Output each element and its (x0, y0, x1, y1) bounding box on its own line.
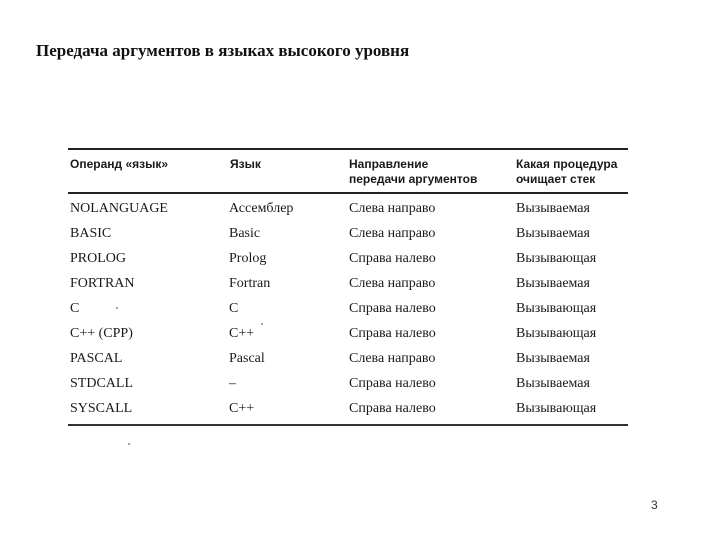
operand-cell: BASIC (70, 226, 112, 241)
page-title: Передача аргументов в языках высокого уровня (36, 41, 410, 60)
page-number: 3 (651, 498, 658, 512)
cleanup-cell: Вызываемая (516, 276, 590, 291)
operand-cell: C++ (CPP) (70, 326, 133, 341)
language-cell: C++ (229, 326, 255, 341)
language-cell: Pascal (229, 351, 265, 366)
header-direction: Направление передачи аргументов (349, 157, 478, 186)
language-cell: C++ (229, 401, 255, 416)
cleanup-cell: Вызываемая (516, 351, 590, 366)
language-cell: Fortran (229, 276, 271, 291)
scan-speck (116, 307, 118, 309)
table-bottom-rule (68, 424, 628, 426)
cleanup-cell: Вызывающая (516, 326, 597, 341)
language-cell: Basic (229, 226, 261, 241)
direction-cell: Слева направо (349, 226, 436, 241)
scan-speck (261, 323, 263, 325)
operand-cell: C (70, 301, 80, 316)
operand-cell: PASCAL (70, 351, 123, 366)
cleanup-cell: Вызываемая (516, 376, 590, 391)
language-cell: – (229, 376, 236, 391)
language-cell: C (229, 301, 239, 316)
cleanup-cell: Вызывающая (516, 251, 597, 266)
header-stack-cleanup: Какая процедура очищает стек (516, 157, 618, 186)
direction-cell: Справа налево (349, 301, 436, 316)
operand-cell: PROLOG (70, 251, 127, 266)
language-cell: Ассемблер (229, 201, 294, 216)
direction-cell: Справа налево (349, 376, 436, 391)
direction-cell: Слева направо (349, 201, 436, 216)
language-cell: Prolog (229, 251, 267, 266)
direction-cell: Справа налево (349, 251, 436, 266)
header-operand: Операнд «язык» (70, 157, 169, 171)
direction-cell: Слева направо (349, 276, 436, 291)
table-top-rule (68, 148, 628, 150)
cleanup-cell: Вызывающая (516, 301, 597, 316)
cleanup-cell: Вызываемая (516, 226, 590, 241)
operand-cell: STDCALL (70, 376, 133, 391)
cleanup-cell: Вызывающая (516, 401, 597, 416)
scan-speck (128, 443, 130, 445)
table-header-rule (68, 192, 628, 194)
direction-cell: Справа налево (349, 401, 436, 416)
direction-cell: Слева направо (349, 351, 436, 366)
operand-cell: FORTRAN (70, 276, 135, 291)
operand-cell: SYSCALL (70, 401, 133, 416)
operand-cell: NOLANGUAGE (70, 201, 168, 216)
header-language: Язык (230, 157, 261, 171)
direction-cell: Справа налево (349, 326, 436, 341)
cleanup-cell: Вызываемая (516, 201, 590, 216)
